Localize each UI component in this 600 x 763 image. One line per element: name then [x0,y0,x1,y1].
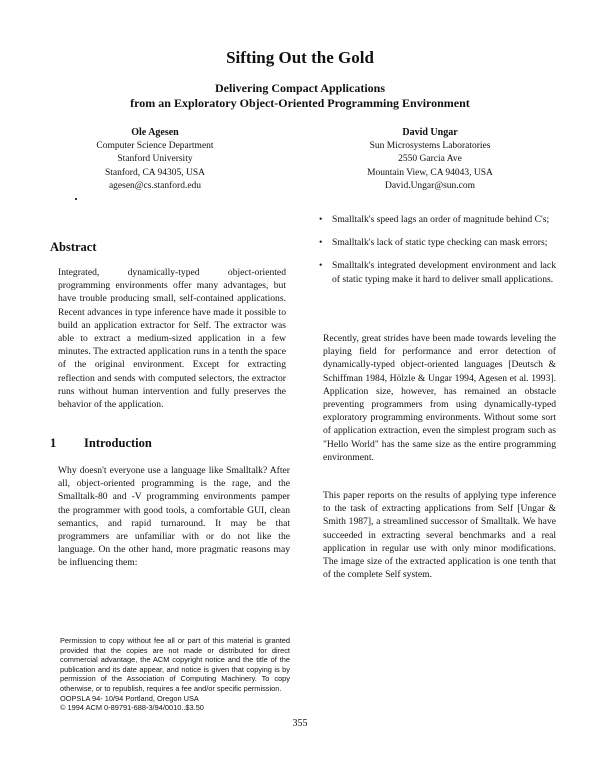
abstract-text: Integrated, dynamically-typed object-oriented programming environments offer many advantages, but have trouble producing small, self-contained applications. Recent advances in type inference have made it possible to build an application extractor for Self. The extractor was able to extract a medium-sized application in a few minutes. The extracted application runs in a tenth the space of the original environment. Except for extracting reflection and sends with computed selectors, the extractor runs without human intervention and fully preserves the behavior of the application. [58,267,286,411]
list-item: • Smalltalk's integrated development environment and lack of static typing make it hard to deliver small applications. [319,260,556,285]
section-title: Introduction [84,436,152,450]
page-number: 355 [292,718,308,729]
author-affiliation: Computer Science Department [96,140,214,151]
body-paragraph-recently: Recently, great strides have been made towards leveling the playing field for performance and error detection of dynamically-typed object-oriented languages [Deutsch & Schiffman 1984, Hölzle & Ungar 1994, Agesen et al. 1993]. Application size, however, has remained an obstacle preventing programmers from using dynamically-typed exploratory programming environments. Without some sort of application extraction, even the simplest program such as "Hello World" has the same size as the entire programming environment. [323,333,556,463]
section-number: 1 [50,436,57,450]
author-name: Ole Agesen [131,127,179,138]
list-item: • Smalltalk's lack of static type checking can mask errors; [319,237,548,249]
abstract-heading: Abstract [50,240,97,254]
author-email: agesen@cs.stanford.edu [108,181,202,192]
acm-copyright-line: © 1994 ACM 0-89791-688-3/94/0010..$3.50 [60,703,204,713]
permission-notice: Permission to copy without fee all or part of this material is granted provided that the copies are not made or distributed for direct commercial advantage, the ACM copyright notice and the title of the publication and its date appear, and notice is given that copying is by permission of the Association of Computing Machinery. To copy otherwise, or to republish, requires a fee and/or specific permission. [60,636,290,693]
author-institution: Stanford University [117,154,193,165]
introduction-heading [50,436,152,451]
author-address: Stanford, CA 94305, USA [104,167,206,178]
author-affiliation: Sun Microsystems Laboratories [369,140,491,151]
author-institution: 2550 Garcia Ave [398,154,462,165]
author-block-1 [60,126,250,194]
list-item: • Smalltalk's speed lags an order of magnitude behind C's; [319,214,550,225]
bullet-icon: • [319,237,323,249]
author-block-2 [330,126,530,194]
bullet-icon: • [319,214,323,225]
bullet-icon: • [319,260,323,272]
paper-subtitle-line-2: from an Exploratory Object-Oriented Programming Environment [130,96,470,110]
paper-title: Sifting Out the Gold [226,48,374,67]
copyright-footnote [60,636,290,713]
paper-subtitle-line-1: Delivering Compact Applications [215,81,385,95]
stray-mark [75,198,77,200]
author-email: David.Ungar@sun.com [384,181,475,192]
author-name: David Ungar [402,127,458,138]
conference-line: OOPSLA 94- 10/94 Portland, Oregon USA [60,693,199,703]
introduction-text: Why doesn't everyone use a language like Smalltalk? After all, object-oriented programming is the rage, and the Smalltalk-80 and -V programming environments pamper the programmer with good tools, a comfortable GUI, clean semantics, and rapid turnaround. It may be that programmers are unfamiliar with or do not like the language. On the other hand, more pragmatic reasons may be influencing them: [58,465,290,569]
author-address: Mountain View, CA 94043, USA [367,167,493,178]
reasons-list [316,213,556,296]
body-paragraph-this-paper: This paper reports on the results of applying type inference to the task of extracting applications from Self [Ungar & Smith 1987], a streamlined successor of Smalltalk. We have succeeded in extracting several benchmarks and a real application in regular use with only minor modifications. The image size of the extracted application is one tenth that of the complete Self system. [323,490,556,581]
